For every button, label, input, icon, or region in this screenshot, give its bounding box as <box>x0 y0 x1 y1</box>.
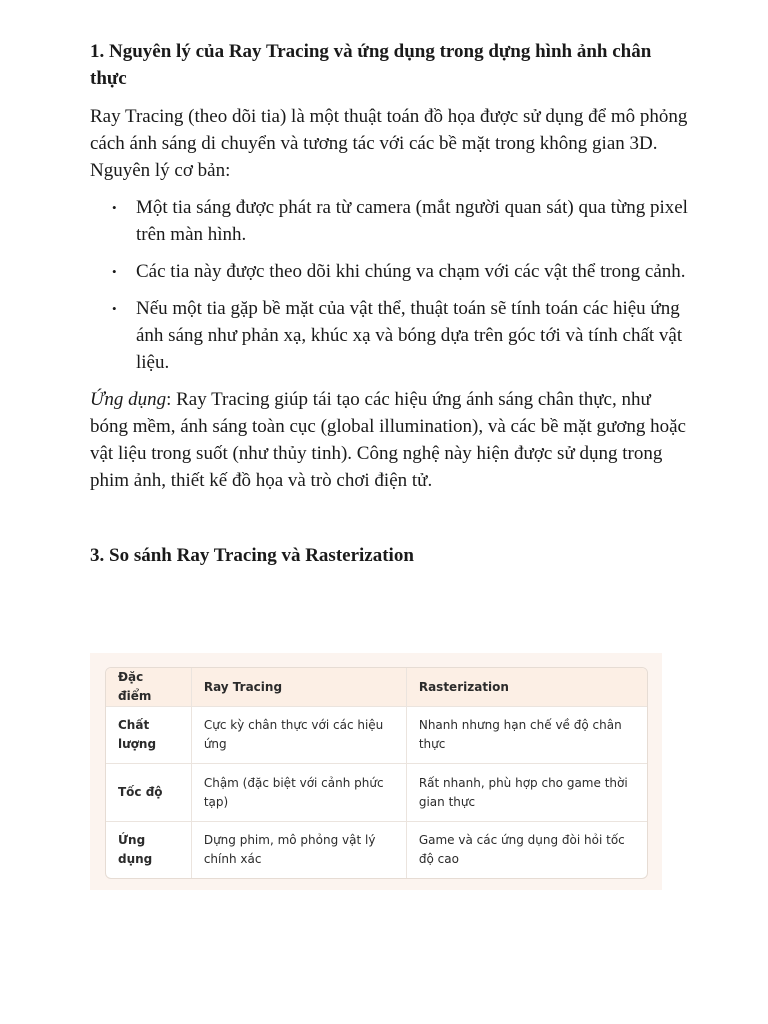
table-header-cell: Rasterization <box>407 668 647 707</box>
document-body <box>90 38 690 569</box>
comparison-table-image <box>90 653 662 890</box>
application-text: : Ray Tracing giúp tái tạo các hiệu ứng ánh sáng chân thực, như bóng mềm, ánh sáng toàn cục (global illumination), và các bề mặt gương hoặc vật liệu trong suốt (như thủy tinh). Công nghệ này hiện được sử dụng trong phim ảnh, thiết kế đồ họa và trò chơi điện tử. <box>90 389 686 491</box>
table-cell: Dựng phim, mô phỏng vật lý chính xác <box>192 822 407 878</box>
table-cell: Rất nhanh, phù hợp cho game thời gian thực <box>407 764 647 822</box>
table-cell: Nhanh nhưng hạn chế về độ chân thực <box>407 707 647 764</box>
list-item <box>90 258 690 285</box>
list-item-text: Nếu một tia gặp bề mặt của vật thể, thuật toán sẽ tính toán các hiệu ứng ánh sáng như phản xạ, khúc xạ và bóng dựa trên góc tới và tính chất vật liệu. <box>136 298 683 373</box>
application-label: Ứng dụng <box>90 389 167 410</box>
table-cell: Cực kỳ chân thực với các hiệu ứng <box>192 707 407 764</box>
table-header-cell: Đặc điểm <box>106 668 192 707</box>
table-cell: Game và các ứng dụng đòi hỏi tốc độ cao <box>418 833 625 866</box>
bullet-icon: • <box>112 301 117 316</box>
table-header-row <box>106 668 647 707</box>
principle-list <box>90 194 690 376</box>
comparison-table <box>105 667 648 879</box>
table-cell: Chất lượng <box>106 707 192 764</box>
table-row <box>106 822 647 878</box>
table-cell: Chậm (đặc biệt với cảnh phức tạp) <box>192 764 407 822</box>
list-item-text: Các tia này được theo dõi khi chúng va chạm với các vật thể trong cảnh. <box>136 261 686 282</box>
section1-heading: 1. Nguyên lý của Ray Tracing và ứng dụng trong dựng hình ảnh chân thực <box>90 41 652 89</box>
table-cell: Tốc độ <box>106 764 192 822</box>
list-item <box>90 295 690 376</box>
section3-heading: 3. So sánh Ray Tracing và Rasterization <box>90 545 414 566</box>
list-item-text: Một tia sáng được phát ra từ camera (mắt người quan sát) qua từng pixel trên màn hình. <box>136 197 688 245</box>
table-row <box>106 764 647 822</box>
application-paragraph <box>90 386 690 494</box>
bullet-icon: • <box>112 264 117 279</box>
section1-intro: Ray Tracing (theo dõi tia) là một thuật toán đồ họa được sử dụng để mô phỏng cách ánh sáng di chuyển và tương tác với các bề mặt trong không gian 3D. Nguyên lý cơ bản: <box>90 106 688 181</box>
bullet-icon: • <box>112 200 117 215</box>
table-row <box>106 707 647 764</box>
list-item <box>90 194 690 248</box>
table-header-cell: Ray Tracing <box>192 668 407 707</box>
table-cell: Ứng dụng <box>106 822 192 878</box>
